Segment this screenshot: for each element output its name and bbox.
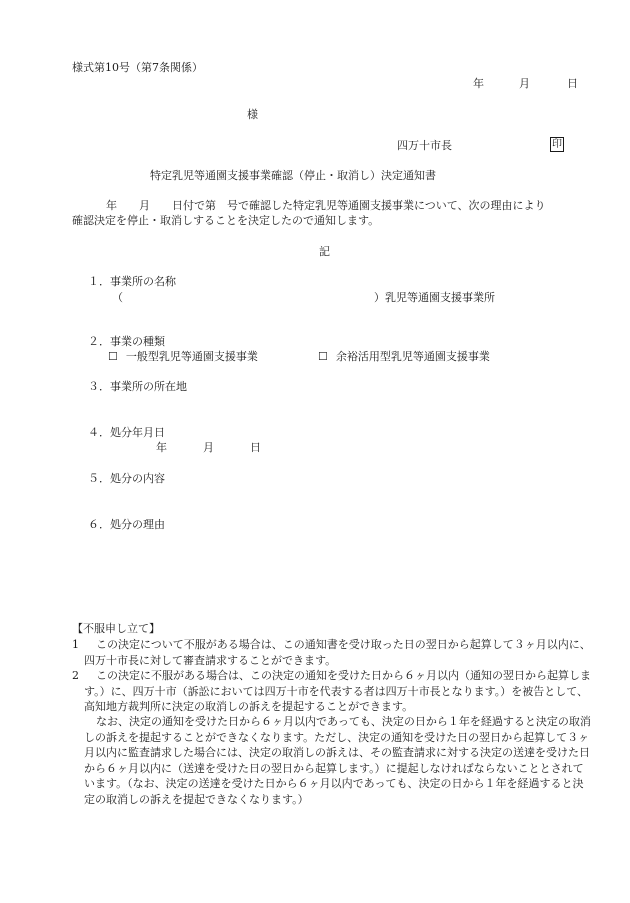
issuer-name: 四万十市長 [397, 139, 452, 152]
intro-line-2: 確認決定を停止・取消しすることを決定したので通知します。 [72, 214, 380, 227]
form-number: 様式第10号（第7条関係） [72, 61, 203, 74]
date-day-label: 日 [567, 77, 578, 90]
checkbox-general[interactable]: ☐ [108, 350, 118, 363]
objection-p1-number: 1 [72, 638, 79, 651]
item-name-suffix: ）乳児等通園支援事業所 [374, 291, 495, 304]
type-option-surplus-label: 余裕活用型乳児等通園支援事業 [335, 350, 490, 363]
seal-stamp: 印 [552, 139, 562, 150]
checkbox-surplus[interactable]: ☐ [318, 350, 328, 363]
type-option-surplus [318, 349, 490, 364]
item-type-label: ２．事業の種類 [88, 335, 165, 348]
intro-line-1: 年 月 日付で第 号で確認した特定乳児等通園支援事業について、次の理由により [106, 199, 546, 212]
objection-heading: 【不服申し立て】 [72, 622, 160, 635]
item-date-year: 年 [156, 441, 167, 454]
item-reason-label: ６．処分の理由 [88, 518, 165, 531]
type-option-general-label: 一般型乳児等通園支援事業 [125, 350, 258, 363]
item-date-month: 月 [203, 441, 214, 454]
objection-paragraph-1: この決定について不服がある場合は、この通知書を受け取った日の翌日から起算して３ヶ月以内に、四万十市長に対して審査請求することができます。 [84, 638, 591, 667]
objection-paragraph-2: この決定に不服がある場合は、この決定の通知を受けた日から６ヶ月以内（通知の翌日から起算します。）に、四万十市（訴訟においては四万十市を代表する者は四万十市長となります。）を被告として、高知地方裁判所に決定の取消しの訴えを提起することができます。 [84, 669, 591, 713]
item-date-label: ４．処分年月日 [88, 426, 165, 439]
objection-paragraph-3: なお、決定の通知を受けた日から６ヶ月以内であっても、決定の日から１年を経過すると決定の取消しの訴えを提起することができなくなります。ただし、決定の通知を受けた日の翌日から起算して３ヶ月以内に監査請求した場合には、決定の取消しの訴えは、その監査請求に対する決定の送達を受けた日から６ヶ月以内に（送達を受けた日の翌日から起算します。）に提起しなければならないこととされています。（なお、決定の送達を受けた日から６ヶ月以内であっても、決定の日から１年を経過すると決定の取消しの訴えを提起できなくなります。） [84, 715, 591, 806]
addressee-suffix: 様 [247, 108, 258, 121]
ki-label: 記 [319, 245, 330, 258]
type-option-general [108, 349, 258, 364]
item-location-label: ３．事業所の所在地 [88, 380, 187, 393]
date-year-label: 年 [473, 77, 484, 90]
item-date-day: 日 [250, 441, 261, 454]
date-month-label: 月 [519, 77, 530, 90]
item-name-open-paren: （ [112, 291, 123, 304]
item-content-label: ５．処分の内容 [88, 472, 165, 485]
item-name-label: １．事業所の名称 [88, 275, 176, 288]
page-title: 特定乳児等通園支援事業確認（停止・取消し）決定通知書 [150, 169, 436, 182]
objection-p2-number: 2 [72, 669, 79, 682]
